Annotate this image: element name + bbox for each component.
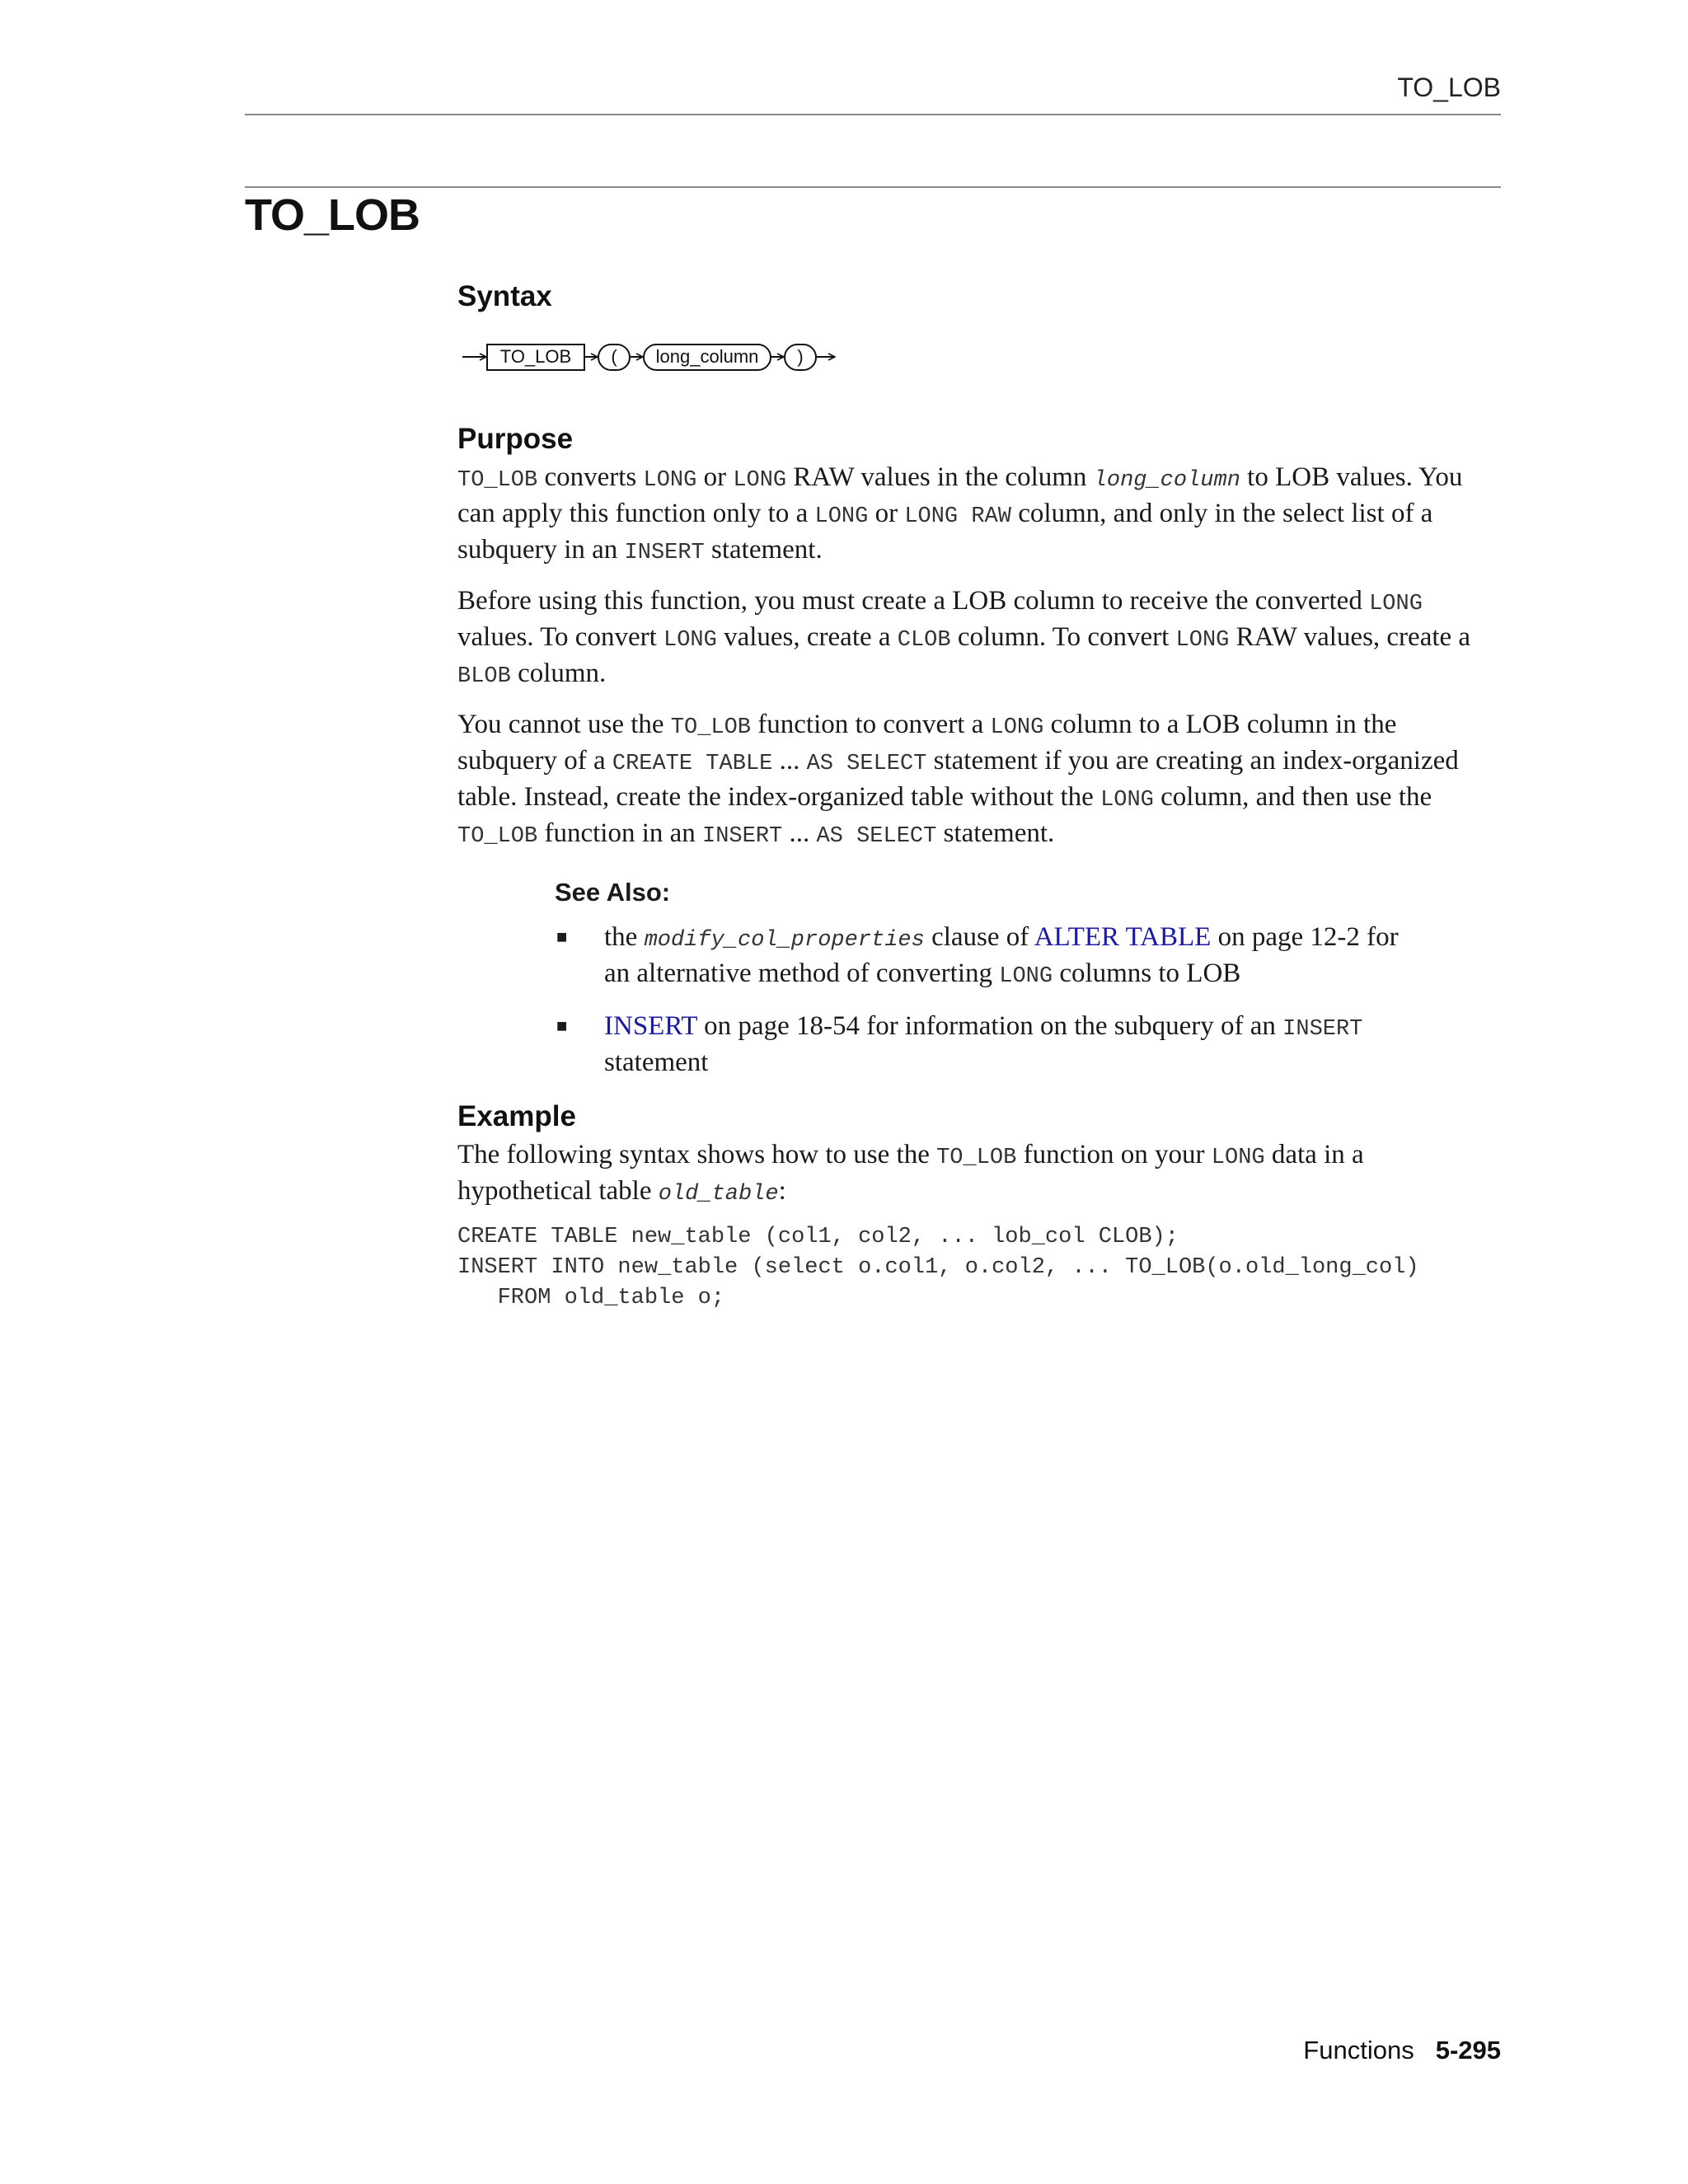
- code-term-italic: modify_col_properties: [644, 928, 925, 953]
- text-run: RAW values, create a: [1229, 622, 1471, 652]
- see-also-box: [555, 878, 1488, 1079]
- arg-long-column: long_column: [655, 346, 759, 367]
- code-term: CLOB: [897, 628, 951, 653]
- text-run: values. To convert: [457, 622, 664, 652]
- text-run: RAW values in the column: [786, 462, 1094, 492]
- text-run: ...: [782, 818, 817, 848]
- text-run: data in a hypothetical table: [457, 1140, 1364, 1206]
- text-run: column.: [510, 658, 607, 688]
- railroad-diagram: [457, 336, 853, 377]
- code-term: AS SELECT: [816, 824, 937, 849]
- code-term: LONG: [1100, 788, 1154, 813]
- text-run: function in an: [537, 818, 703, 848]
- bullet-icon: ■: [556, 1015, 568, 1036]
- text-run: clause of: [924, 922, 1034, 952]
- see-also-item-insert: [555, 1010, 1428, 1079]
- code-term: TO_LOB: [457, 468, 538, 493]
- text-run: on page 18-54 for information on the subquery of an: [696, 1011, 1283, 1041]
- text-run: function to convert a: [751, 710, 991, 739]
- text-run: statement if you are creating an index-organized table. Instead, create the index-organized table without the: [457, 746, 1459, 812]
- code-term: INSERT: [624, 541, 705, 565]
- example-code-block: CREATE TABLE new_table (col1, col2, ... lob_col CLOB); INSERT INTO new_table (select o.col1, o.col2, ... TO_LOB(o.old_long_col) FROM old_table o;: [457, 1225, 1419, 1310]
- text-run: statement.: [704, 535, 823, 565]
- code-term: LONG: [999, 964, 1053, 989]
- text-run: You cannot use the: [457, 710, 671, 739]
- running-header: TO_LOB: [1397, 73, 1501, 102]
- text-run: or: [696, 462, 734, 492]
- page-number: 5-295: [1435, 2036, 1501, 2064]
- text-run: on page 12-2 for an alternative method of converting: [604, 922, 1399, 988]
- text-run: columns to LOB: [1053, 958, 1241, 988]
- code-term: LONG: [990, 715, 1044, 740]
- text-run: statement.: [936, 818, 1055, 848]
- main-content: [457, 280, 1488, 1314]
- rparen-symbol: ): [797, 346, 804, 367]
- see-also-heading: See Also:: [555, 878, 671, 907]
- see-also-list: [555, 921, 1488, 1079]
- purpose-heading: Purpose: [457, 423, 574, 455]
- code-term: CREATE TABLE: [612, 752, 773, 776]
- bullet-icon: ■: [556, 926, 568, 947]
- see-also-item-alter-table: [555, 921, 1428, 993]
- lparen-symbol: (: [611, 346, 617, 367]
- code-term: INSERT: [1282, 1017, 1363, 1042]
- code-term: TO_LOB: [670, 715, 752, 740]
- purpose-paragraph-3: [457, 708, 1488, 853]
- footer-section: Functions: [1303, 2036, 1414, 2064]
- code-term: AS SELECT: [806, 752, 927, 776]
- example-heading: Example: [457, 1100, 576, 1132]
- text-run: converts: [537, 462, 644, 492]
- text-run: to LOB values. You can apply this function only to a: [457, 462, 1463, 528]
- text-run: column. To convert: [950, 622, 1176, 652]
- code-term: LONG: [1369, 592, 1423, 616]
- purpose-paragraph-2: [457, 584, 1488, 693]
- code-term: LONG: [643, 468, 697, 493]
- page-title: TO_LOB: [245, 190, 420, 240]
- text-run: statement: [604, 1047, 709, 1077]
- alter-table-link[interactable]: ALTER TABLE: [1034, 922, 1212, 952]
- code-term: INSERT: [702, 824, 783, 849]
- header-rule: [245, 114, 1501, 115]
- text-run: or: [868, 499, 905, 528]
- insert-link[interactable]: INSERT: [604, 1011, 697, 1041]
- code-term: LONG: [1175, 628, 1230, 653]
- text-run: :: [778, 1176, 786, 1206]
- text-run: function on your: [1016, 1140, 1212, 1169]
- page-footer: [1303, 2036, 1501, 2065]
- syntax-diagram: [457, 336, 1488, 382]
- text-run: column, and only in the select list of a subquery in an: [457, 499, 1433, 565]
- code-term-italic: old_table: [658, 1182, 779, 1207]
- code-term: LONG: [733, 468, 787, 493]
- code-term: BLOB: [457, 664, 511, 689]
- example-paragraph: [457, 1138, 1488, 1211]
- code-term: LONG: [814, 504, 869, 529]
- code-term: TO_LOB: [457, 824, 538, 849]
- syntax-heading: Syntax: [457, 280, 552, 312]
- code-term: TO_LOB: [936, 1146, 1017, 1170]
- text-run: column, and then use the: [1153, 782, 1432, 812]
- text-run: the: [604, 922, 645, 952]
- text-run: ...: [772, 746, 807, 776]
- keyword-to-lob: TO_LOB: [499, 346, 572, 367]
- text-run: values, create a: [716, 622, 898, 652]
- code-term-italic: long_column: [1093, 468, 1240, 493]
- purpose-paragraph-1: [457, 461, 1488, 569]
- text-run: The following syntax shows how to use the: [457, 1140, 937, 1169]
- code-term: LONG RAW: [904, 504, 1011, 529]
- text-run: column to a LOB column in the subquery of a: [457, 710, 1397, 776]
- title-rule: [245, 186, 1501, 188]
- text-run: Before using this function, you must create a LOB column to receive the converted: [457, 586, 1370, 616]
- code-term: LONG: [1211, 1146, 1265, 1170]
- code-term: LONG: [663, 628, 717, 653]
